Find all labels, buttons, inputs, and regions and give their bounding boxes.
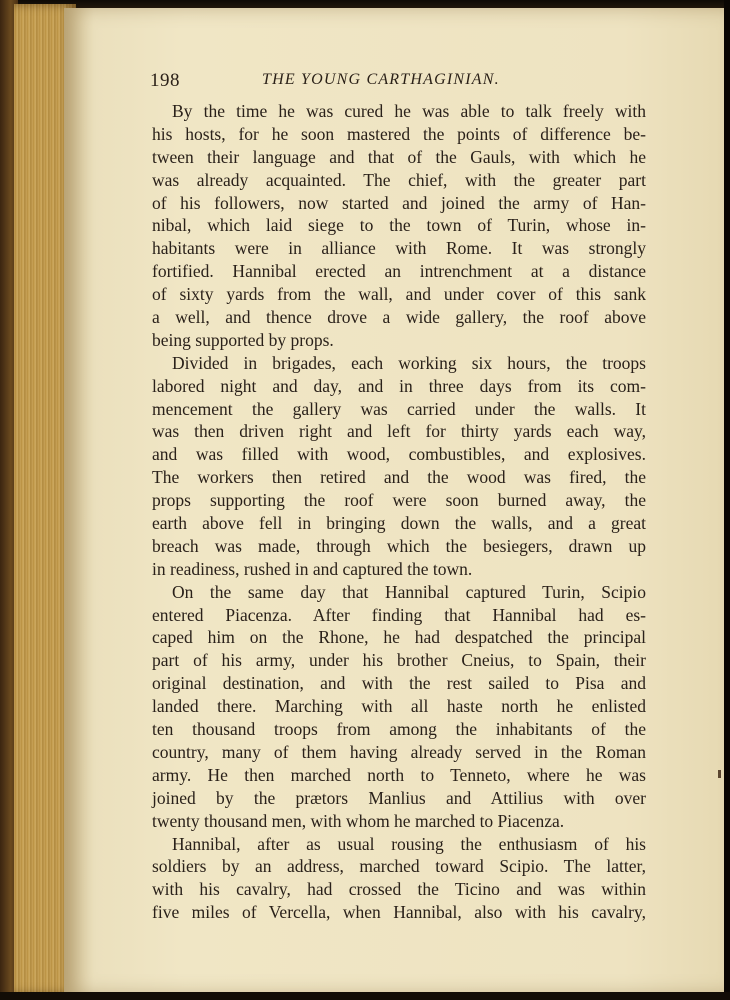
body-text (152, 100, 646, 924)
text-line: joined by the prætors Manlius and Attilius with over (152, 787, 646, 808)
right-shadow (724, 0, 730, 1000)
text-line: a well, and thence drove a wide gallery, the roof above (152, 307, 646, 328)
text-line: landed there. Marching with all haste north he enlisted (152, 696, 646, 717)
text-line: tween their language and that of the Gauls, with which he (152, 146, 646, 167)
text-line: soldiers by an address, marched toward Scipio. The latter, (152, 856, 646, 877)
text-line: caped him on the Rhone, he had despatched the principal (152, 627, 646, 648)
text-line: The workers then retired and the wood was fired, the (152, 467, 646, 488)
text-line: nibal, which laid siege to the town of Turin, whose in- (152, 215, 646, 236)
running-title: THE YOUNG CARTHAGINIAN. (262, 71, 500, 88)
text-line: original destination, and with the rest sailed to Pisa and (152, 673, 646, 694)
text-line: By the time he was cured he was able to talk freely with (172, 101, 646, 121)
text-line: labored night and day, and in three days from its com- (152, 375, 646, 396)
text-line: mencement the gallery was carried under the walls. It (152, 398, 646, 419)
text-line: twenty thousand men, with whom he marched to Piacenza. (152, 810, 565, 831)
text-line: props supporting the roof were soon burned away, the (152, 490, 646, 511)
text-line: ten thousand troops from among the inhabitants of the (152, 719, 646, 740)
text-line: with his cavalry, had crossed the Ticino and was within (152, 879, 646, 900)
page-number: 198 (150, 70, 180, 91)
text-line: part of his army, under his brother Cneius, to Spain, their (152, 650, 646, 671)
text-line: his hosts, for he soon mastered the points of difference be- (152, 123, 646, 144)
text-line: in readiness, rushed in and captured the town. (152, 558, 473, 579)
text-line: breach was made, through which the besiegers, drawn up (152, 535, 646, 556)
bottom-shadow (0, 992, 730, 1000)
text-line: Hannibal, after as usual rousing the enthusiasm of his (172, 833, 646, 854)
text-line: earth above fell in bringing down the walls, and a great (152, 513, 646, 534)
text-line: fortified. Hannibal erected an intrenchment at a distance (152, 261, 646, 282)
text-line: was already acquainted. The chief, with the greater part (152, 169, 646, 190)
text-line: was then driven right and left for thirty yards each way, (152, 421, 646, 442)
text-line: habitants were in alliance with Rome. It was strongly (152, 238, 646, 259)
page-header (150, 70, 650, 94)
text-line: Divided in brigades, each working six hours, the troops (172, 352, 646, 373)
text-line: entered Piacenza. After finding that Hannibal had es- (152, 604, 646, 625)
text-line: being supported by props. (152, 329, 334, 350)
text-line: five miles of Vercella, when Hannibal, also with his cavalry, (152, 902, 646, 923)
text-line: On the same day that Hannibal captured Turin, Scipio (172, 581, 646, 602)
text-line: of his followers, now started and joined the army of Han- (152, 192, 646, 213)
text-line: and was filled with wood, combustibles, and explosives. (152, 444, 646, 465)
text-line: country, many of them having already served in the Roman (152, 741, 646, 762)
margin-mark (718, 770, 721, 778)
text-line: army. He then marched north to Tenneto, where he was (152, 764, 646, 785)
text-line: of sixty yards from the wall, and under cover of this sank (152, 284, 646, 305)
